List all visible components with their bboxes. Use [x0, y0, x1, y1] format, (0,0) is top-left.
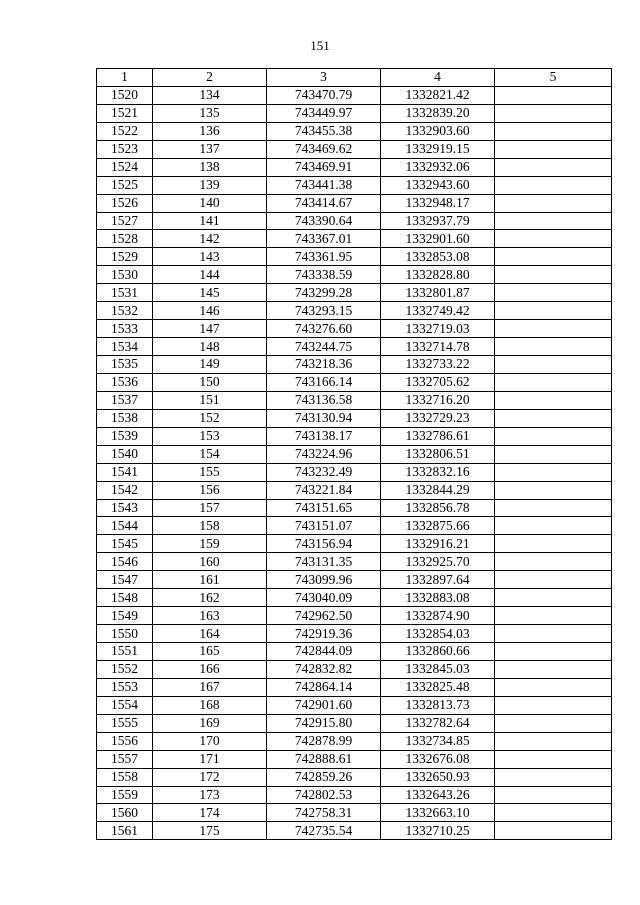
table-row [97, 517, 612, 535]
note-cell [495, 696, 612, 714]
y-coordinate-cell: 1332844.29 [381, 481, 495, 499]
table-row [97, 481, 612, 499]
y-coordinate-cell: 1332874.90 [381, 607, 495, 625]
row-number-cell: 1547 [97, 571, 153, 589]
x-coordinate-cell: 743441.38 [267, 176, 381, 194]
note-cell [495, 535, 612, 553]
y-coordinate-cell: 1332825.48 [381, 678, 495, 696]
point-number-cell: 137 [153, 140, 267, 158]
x-coordinate-cell: 742802.53 [267, 786, 381, 804]
x-coordinate-cell: 743151.07 [267, 517, 381, 535]
row-number-cell: 1561 [97, 822, 153, 840]
point-number-cell: 154 [153, 445, 267, 463]
table-row [97, 104, 612, 122]
note-cell [495, 625, 612, 643]
note-cell [495, 266, 612, 284]
x-coordinate-cell: 743455.38 [267, 122, 381, 140]
table-row [97, 822, 612, 840]
row-number-cell: 1529 [97, 248, 153, 266]
table-row [97, 625, 612, 643]
note-cell [495, 768, 612, 786]
table-row [97, 338, 612, 356]
table-row [97, 750, 612, 768]
x-coordinate-cell: 743156.94 [267, 535, 381, 553]
note-cell [495, 320, 612, 338]
note-cell [495, 194, 612, 212]
table-row [97, 356, 612, 374]
table-row [97, 194, 612, 212]
row-number-cell: 1551 [97, 643, 153, 661]
y-coordinate-cell: 1332916.21 [381, 535, 495, 553]
x-coordinate-cell: 743221.84 [267, 481, 381, 499]
y-coordinate-cell: 1332749.42 [381, 302, 495, 320]
y-coordinate-cell: 1332903.60 [381, 122, 495, 140]
x-coordinate-cell: 743130.94 [267, 409, 381, 427]
x-coordinate-cell: 743276.60 [267, 320, 381, 338]
x-coordinate-cell: 742735.54 [267, 822, 381, 840]
y-coordinate-cell: 1332853.08 [381, 248, 495, 266]
note-cell [495, 553, 612, 571]
row-number-cell: 1533 [97, 320, 153, 338]
point-number-cell: 163 [153, 607, 267, 625]
note-cell [495, 427, 612, 445]
table-body [97, 86, 612, 839]
y-coordinate-cell: 1332839.20 [381, 104, 495, 122]
row-number-cell: 1544 [97, 517, 153, 535]
point-number-cell: 170 [153, 732, 267, 750]
table-row [97, 463, 612, 481]
column-header-2: 2 [153, 69, 267, 87]
point-number-cell: 157 [153, 499, 267, 517]
y-coordinate-cell: 1332948.17 [381, 194, 495, 212]
y-coordinate-cell: 1332854.03 [381, 625, 495, 643]
table-row [97, 589, 612, 607]
column-header-3: 3 [267, 69, 381, 87]
y-coordinate-cell: 1332801.87 [381, 284, 495, 302]
point-number-cell: 169 [153, 714, 267, 732]
note-cell [495, 409, 612, 427]
row-number-cell: 1539 [97, 427, 153, 445]
x-coordinate-cell: 743099.96 [267, 571, 381, 589]
table-row [97, 786, 612, 804]
y-coordinate-cell: 1332813.73 [381, 696, 495, 714]
point-number-cell: 134 [153, 86, 267, 104]
row-number-cell: 1540 [97, 445, 153, 463]
table-row [97, 678, 612, 696]
point-number-cell: 139 [153, 176, 267, 194]
point-number-cell: 141 [153, 212, 267, 230]
table-header-row [97, 69, 612, 87]
note-cell [495, 804, 612, 822]
point-number-cell: 142 [153, 230, 267, 248]
point-number-cell: 172 [153, 768, 267, 786]
y-coordinate-cell: 1332845.03 [381, 660, 495, 678]
x-coordinate-cell: 743469.62 [267, 140, 381, 158]
column-header-5: 5 [495, 69, 612, 87]
row-number-cell: 1524 [97, 158, 153, 176]
note-cell [495, 786, 612, 804]
point-number-cell: 149 [153, 356, 267, 374]
x-coordinate-cell: 742844.09 [267, 643, 381, 661]
note-cell [495, 517, 612, 535]
y-coordinate-cell: 1332919.15 [381, 140, 495, 158]
y-coordinate-cell: 1332860.66 [381, 643, 495, 661]
point-number-cell: 136 [153, 122, 267, 140]
table-row [97, 643, 612, 661]
table-row [97, 427, 612, 445]
y-coordinate-cell: 1332643.26 [381, 786, 495, 804]
x-coordinate-cell: 743244.75 [267, 338, 381, 356]
y-coordinate-cell: 1332716.20 [381, 391, 495, 409]
x-coordinate-cell: 743151.65 [267, 499, 381, 517]
table-row [97, 660, 612, 678]
x-coordinate-cell: 743299.28 [267, 284, 381, 302]
y-coordinate-cell: 1332806.51 [381, 445, 495, 463]
row-number-cell: 1550 [97, 625, 153, 643]
point-number-cell: 148 [153, 338, 267, 356]
y-coordinate-cell: 1332856.78 [381, 499, 495, 517]
x-coordinate-cell: 743136.58 [267, 391, 381, 409]
y-coordinate-cell: 1332710.25 [381, 822, 495, 840]
x-coordinate-cell: 743338.59 [267, 266, 381, 284]
note-cell [495, 660, 612, 678]
note-cell [495, 158, 612, 176]
point-number-cell: 138 [153, 158, 267, 176]
y-coordinate-cell: 1332786.61 [381, 427, 495, 445]
point-number-cell: 162 [153, 589, 267, 607]
table-row [97, 409, 612, 427]
row-number-cell: 1535 [97, 356, 153, 374]
table-row [97, 266, 612, 284]
row-number-cell: 1545 [97, 535, 153, 553]
row-number-cell: 1543 [97, 499, 153, 517]
y-coordinate-cell: 1332901.60 [381, 230, 495, 248]
point-number-cell: 152 [153, 409, 267, 427]
table-row [97, 158, 612, 176]
row-number-cell: 1553 [97, 678, 153, 696]
row-number-cell: 1528 [97, 230, 153, 248]
x-coordinate-cell: 743470.79 [267, 86, 381, 104]
note-cell [495, 643, 612, 661]
y-coordinate-cell: 1332897.64 [381, 571, 495, 589]
y-coordinate-cell: 1332650.93 [381, 768, 495, 786]
row-number-cell: 1527 [97, 212, 153, 230]
row-number-cell: 1537 [97, 391, 153, 409]
y-coordinate-cell: 1332663.10 [381, 804, 495, 822]
note-cell [495, 338, 612, 356]
note-cell [495, 732, 612, 750]
x-coordinate-cell: 743361.95 [267, 248, 381, 266]
note-cell [495, 445, 612, 463]
x-coordinate-cell: 742901.60 [267, 696, 381, 714]
y-coordinate-cell: 1332719.03 [381, 320, 495, 338]
row-number-cell: 1521 [97, 104, 153, 122]
row-number-cell: 1542 [97, 481, 153, 499]
x-coordinate-cell: 742888.61 [267, 750, 381, 768]
row-number-cell: 1546 [97, 553, 153, 571]
note-cell [495, 481, 612, 499]
point-number-cell: 165 [153, 643, 267, 661]
column-header-4: 4 [381, 69, 495, 87]
table-row [97, 499, 612, 517]
note-cell [495, 463, 612, 481]
point-number-cell: 143 [153, 248, 267, 266]
row-number-cell: 1549 [97, 607, 153, 625]
x-coordinate-cell: 743224.96 [267, 445, 381, 463]
y-coordinate-cell: 1332705.62 [381, 373, 495, 391]
table-row [97, 571, 612, 589]
x-coordinate-cell: 742962.50 [267, 607, 381, 625]
row-number-cell: 1531 [97, 284, 153, 302]
point-number-cell: 144 [153, 266, 267, 284]
note-cell [495, 140, 612, 158]
table-row [97, 535, 612, 553]
x-coordinate-cell: 743293.15 [267, 302, 381, 320]
y-coordinate-cell: 1332734.85 [381, 732, 495, 750]
point-number-cell: 173 [153, 786, 267, 804]
note-cell [495, 607, 612, 625]
point-number-cell: 161 [153, 571, 267, 589]
y-coordinate-cell: 1332932.06 [381, 158, 495, 176]
x-coordinate-cell: 743390.64 [267, 212, 381, 230]
note-cell [495, 678, 612, 696]
note-cell [495, 391, 612, 409]
note-cell [495, 589, 612, 607]
x-coordinate-cell: 742864.14 [267, 678, 381, 696]
table-row [97, 768, 612, 786]
note-cell [495, 86, 612, 104]
table-row [97, 230, 612, 248]
row-number-cell: 1523 [97, 140, 153, 158]
y-coordinate-cell: 1332875.66 [381, 517, 495, 535]
y-coordinate-cell: 1332925.70 [381, 553, 495, 571]
y-coordinate-cell: 1332676.08 [381, 750, 495, 768]
row-number-cell: 1530 [97, 266, 153, 284]
point-number-cell: 167 [153, 678, 267, 696]
x-coordinate-cell: 742878.99 [267, 732, 381, 750]
table-row [97, 86, 612, 104]
note-cell [495, 356, 612, 374]
table-row [97, 122, 612, 140]
point-number-cell: 150 [153, 373, 267, 391]
table-row [97, 607, 612, 625]
point-number-cell: 146 [153, 302, 267, 320]
x-coordinate-cell: 742915.80 [267, 714, 381, 732]
row-number-cell: 1555 [97, 714, 153, 732]
point-number-cell: 174 [153, 804, 267, 822]
point-number-cell: 166 [153, 660, 267, 678]
point-number-cell: 151 [153, 391, 267, 409]
row-number-cell: 1558 [97, 768, 153, 786]
row-number-cell: 1522 [97, 122, 153, 140]
y-coordinate-cell: 1332943.60 [381, 176, 495, 194]
row-number-cell: 1541 [97, 463, 153, 481]
table-row [97, 373, 612, 391]
x-coordinate-cell: 743040.09 [267, 589, 381, 607]
point-number-cell: 153 [153, 427, 267, 445]
x-coordinate-cell: 742832.82 [267, 660, 381, 678]
note-cell [495, 248, 612, 266]
point-number-cell: 140 [153, 194, 267, 212]
x-coordinate-cell: 743469.91 [267, 158, 381, 176]
row-number-cell: 1525 [97, 176, 153, 194]
x-coordinate-cell: 743449.97 [267, 104, 381, 122]
point-number-cell: 160 [153, 553, 267, 571]
point-number-cell: 145 [153, 284, 267, 302]
x-coordinate-cell: 743367.01 [267, 230, 381, 248]
row-number-cell: 1554 [97, 696, 153, 714]
note-cell [495, 104, 612, 122]
row-number-cell: 1538 [97, 409, 153, 427]
point-number-cell: 135 [153, 104, 267, 122]
y-coordinate-cell: 1332937.79 [381, 212, 495, 230]
page-number: 151 [310, 38, 330, 53]
table-row [97, 553, 612, 571]
row-number-cell: 1560 [97, 804, 153, 822]
point-number-cell: 171 [153, 750, 267, 768]
x-coordinate-cell: 743232.49 [267, 463, 381, 481]
y-coordinate-cell: 1332821.42 [381, 86, 495, 104]
x-coordinate-cell: 743131.35 [267, 553, 381, 571]
point-number-cell: 164 [153, 625, 267, 643]
table-row [97, 284, 612, 302]
table-row [97, 696, 612, 714]
y-coordinate-cell: 1332883.08 [381, 589, 495, 607]
point-number-cell: 155 [153, 463, 267, 481]
x-coordinate-cell: 742859.26 [267, 768, 381, 786]
y-coordinate-cell: 1332828.80 [381, 266, 495, 284]
row-number-cell: 1526 [97, 194, 153, 212]
y-coordinate-cell: 1332782.64 [381, 714, 495, 732]
point-number-cell: 147 [153, 320, 267, 338]
note-cell [495, 750, 612, 768]
table-row [97, 320, 612, 338]
note-cell [495, 212, 612, 230]
note-cell [495, 176, 612, 194]
table-row [97, 445, 612, 463]
row-number-cell: 1520 [97, 86, 153, 104]
note-cell [495, 571, 612, 589]
note-cell [495, 714, 612, 732]
x-coordinate-cell: 742758.31 [267, 804, 381, 822]
table-row [97, 302, 612, 320]
note-cell [495, 230, 612, 248]
point-number-cell: 175 [153, 822, 267, 840]
point-number-cell: 168 [153, 696, 267, 714]
table-row [97, 732, 612, 750]
note-cell [495, 822, 612, 840]
coordinates-table [96, 68, 612, 840]
x-coordinate-cell: 743166.14 [267, 373, 381, 391]
y-coordinate-cell: 1332832.16 [381, 463, 495, 481]
note-cell [495, 284, 612, 302]
x-coordinate-cell: 742919.36 [267, 625, 381, 643]
row-number-cell: 1536 [97, 373, 153, 391]
x-coordinate-cell: 743218.36 [267, 356, 381, 374]
row-number-cell: 1534 [97, 338, 153, 356]
row-number-cell: 1548 [97, 589, 153, 607]
table-row [97, 176, 612, 194]
table-row [97, 391, 612, 409]
table-row [97, 140, 612, 158]
row-number-cell: 1557 [97, 750, 153, 768]
row-number-cell: 1556 [97, 732, 153, 750]
column-header-1: 1 [97, 69, 153, 87]
y-coordinate-cell: 1332729.23 [381, 409, 495, 427]
note-cell [495, 302, 612, 320]
table-row [97, 714, 612, 732]
y-coordinate-cell: 1332714.78 [381, 338, 495, 356]
note-cell [495, 373, 612, 391]
table-row [97, 212, 612, 230]
table-row [97, 804, 612, 822]
note-cell [495, 122, 612, 140]
row-number-cell: 1552 [97, 660, 153, 678]
x-coordinate-cell: 743138.17 [267, 427, 381, 445]
point-number-cell: 158 [153, 517, 267, 535]
y-coordinate-cell: 1332733.22 [381, 356, 495, 374]
x-coordinate-cell: 743414.67 [267, 194, 381, 212]
row-number-cell: 1532 [97, 302, 153, 320]
table-row [97, 248, 612, 266]
point-number-cell: 159 [153, 535, 267, 553]
row-number-cell: 1559 [97, 786, 153, 804]
note-cell [495, 499, 612, 517]
point-number-cell: 156 [153, 481, 267, 499]
